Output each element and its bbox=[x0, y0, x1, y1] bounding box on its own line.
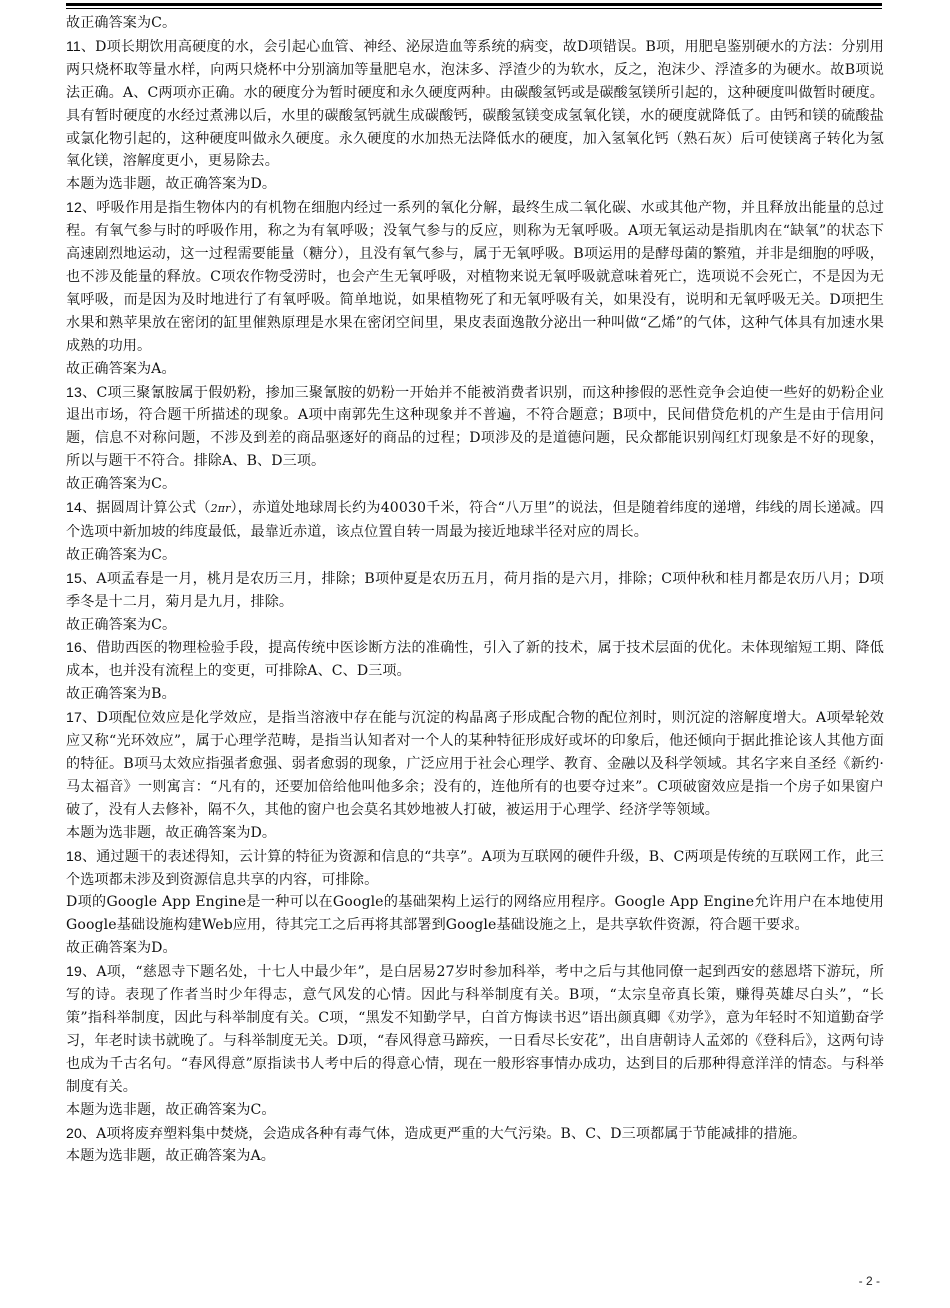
question-16-explanation: 16、借助西医的物理检验手段，提高传统中医诊断方法的准确性，引入了新的技术，属于技术层面的优化。未体现缩短工期、降低成本，也并没有流程上的变更，可排除A、C、D三项。 bbox=[66, 639, 884, 680]
circumference-formula: 2πr bbox=[210, 502, 231, 516]
question-18-continuation: D项的Google App Engine是一种可以在Google的基础架构上运行的网络应用程序。Google App Engine允许用户在本地使用Google基础设施构建Web应用，待其完工之后再将其部署到Google基础设施之上，是共享软件资源，符合题干要求。 bbox=[66, 894, 884, 934]
answer-line: 本题为选非题，故正确答案为A。 bbox=[66, 1148, 275, 1165]
answer-line: 故正确答案为C。 bbox=[66, 616, 177, 633]
question-number: 12 bbox=[66, 199, 82, 216]
answer-line: 故正确答案为C。 bbox=[66, 15, 177, 31]
question-18-explanation: 18、通过题干的表述得知，云计算的特征为资源和信息的“共享”。A项为互联网的硬件升级，B、C两项是传统的互联网工作，此三个选项都未涉及到资源信息共享的内容，可排除。 bbox=[66, 847, 884, 888]
question-number: 14 bbox=[66, 499, 82, 516]
question-number: 15 bbox=[66, 569, 82, 586]
answer-line: 故正确答案为C。 bbox=[66, 476, 177, 493]
question-number: 19 bbox=[66, 963, 82, 980]
question-12-explanation: 12、呼吸作用是指生物体内的有机物在细胞内经过一系列的氧化分解，最终生成二氧化碳、水或其他产物，并且释放出能量的总过程。有氧气参与时的呼吸作用，称之为有氧呼吸；没氧气参与的反应，则称为无氧呼吸。A项无氧运动是指肌肉在“缺氧”的状态下高速剧烈地运动，这一过程需要能量（糖分），且没有氧气参与，属于无氧呼吸。B项运用的是酵母菌的繁殖，并非是细胞的呼吸，也不涉及能量的释放。C项农作物受涝时，也会产生无氧呼吸，对植物来说无氧呼吸就意味着死亡，选项说不会死亡，不是因为无氧呼吸，而是因为及时地进行了有氧呼吸。简单地说，如果植物死了和无氧呼吸有关，如果没有，说明和无氧呼吸无关。D项把生水果和熟苹果放在密闭的缸里催熟原理是水果在密闭空间里，果皮表面逸散分泌出一种叫做“乙烯”的气体，这种气体具有加速水果成熟的功用。 bbox=[66, 199, 884, 354]
answer-line: 故正确答案为C。 bbox=[66, 546, 177, 563]
question-11-explanation: 11、D项长期饮用高硬度的水，会引起心血管、神经、泌尿造血等系统的病变，故D项错误。B项，用肥皂鉴别硬水的方法：分别用两只烧杯取等量水样，向两只烧杯中分别滴加等量肥皂水，泡沫多、浮渣少的为软水，反之，泡沫少、浮渣多的为硬水。故B项说法正确。A、C两项亦正确。水的硬度分为暂时硬度和永久硬度两种。由碳酸氢钙或是碳酸氢镁所引起的，这种硬度叫做暂时硬度。具有暂时硬度的水经过煮沸以后，水里的碳酸氢钙就生成碳酸钙，碳酸氢镁变成氢氧化镁，水的硬度就降低了。由钙和镁的硫酸盐或氯化物引起的，这种硬度叫做永久硬度。永久硬度的水加热无法降低水的硬度，加入氢氧化钙（熟石灰）后可使镁离子转化为氢氧化镁，溶解度更小，更易除去。 bbox=[66, 37, 884, 170]
question-number: 13 bbox=[66, 383, 82, 400]
answer-line: 本题为选非题，故正确答案为C。 bbox=[66, 1101, 276, 1118]
question-number: 20 bbox=[66, 1124, 82, 1141]
question-13-explanation: 13、C项三聚氰胺属于假奶粉，掺加三聚氰胺的奶粉一开始并不能被消费者识别，而这种掺假的恶性竞争会迫使一些好的奶粉企业退出市场，符合题干所描述的现象。A项中南郭先生这种现象并不普遍，不符合题意；B项中，民间借贷危机的产生是由于信用问题，信息不对称问题，不涉及到差的商品驱逐好的商品的过程；D项涉及的是道德问题，民众都能识别闯红灯现象是不好的现象，所以与题干不符合。排除A、B、D三项。 bbox=[66, 383, 884, 470]
question-number: 16 bbox=[66, 639, 82, 656]
answer-line: 故正确答案为D。 bbox=[66, 940, 177, 957]
header-rule-thick bbox=[66, 3, 882, 6]
header-rule-thin bbox=[66, 8, 882, 9]
page-number: - 2 - bbox=[858, 1274, 880, 1288]
answer-line: 本题为选非题，故正确答案为D。 bbox=[66, 176, 277, 193]
question-20-explanation: 20、A项将废弃塑料集中焚烧，会造成各种有毒气体，造成更严重的大气污染。B、C、D三项都属于节能减排的措施。 bbox=[66, 1124, 807, 1142]
answer-line: 本题为选非题，故正确答案为D。 bbox=[66, 824, 277, 841]
answer-line: 故正确答案为B。 bbox=[66, 686, 176, 703]
answer-explanations bbox=[66, 12, 884, 1168]
question-19-explanation: 19、A项，“慈恩寺下题名处，十七人中最少年”，是白居易27岁时参加科举，考中之后与其他同僚一起到西安的慈恩塔下游玩，所写的诗。表现了作者当时少年得志，意气风发的心情。因此与科举制度有关。B项，“太宗皇帝真长策，赚得英雄尽白头”，“长策”指科举制度，因此与科举制度有关。C项，“黑发不知勤学早，白首方悔读书迟”语出颜真卿《劝学》，意为年轻时不知道勤奋学习，年老时读书就晚了。与科举制度无关。D项，“春风得意马蹄疾，一日看尽长安花”，出自唐朝诗人孟郊的《登科后》，这两句诗也成为千古名句。“春风得意”原指读书人考中后的得意心情，现在一般形容事情办成功，达到目的后那种得意洋洋的情态。与科举制度有关。 bbox=[66, 963, 884, 1095]
question-17-explanation: 17、D项配位效应是化学效应，是指当溶液中存在能与沉淀的构晶离子形成配合物的配位剂时，则沉淀的溶解度增大。A项晕轮效应又称“光环效应”，属于心理学范畴，是指当认知者对一个人的某种特征形成好或坏的印象后，他还倾向于据此推论该人其他方面的特征。B项马太效应指强者愈强、弱者愈弱的现象，广泛应用于社会心理学、教育、金融以及科学领域。其名字来自圣经《新约·马太福音》一则寓言：“凡有的，还要加倍给他叫他多余；没有的，连他所有的也要夺过来”。C项破窗效应是指一个房子如果窗户破了，没有人去修补，隔不久，其他的窗户也会莫名其妙地被人打破，被运用于心理学、经济学等领域。 bbox=[66, 709, 884, 818]
question-number: 18 bbox=[66, 847, 82, 864]
question-14-explanation: 14、据圆周计算公式（2πr），赤道处地球周长约为40030千米，符合“八万里”的说法，但是随着纬度的递增，纬线的周长递减。四个选项中新加坡的纬度最低，最靠近赤道，该点位置自转一周最为接近地球半径对应的周长。 bbox=[66, 499, 884, 540]
question-number: 17 bbox=[66, 709, 82, 726]
question-15-explanation: 15、A项孟春是一月，桃月是农历三月，排除；B项仲夏是农历五月，荷月指的是六月，排除；C项仲秋和桂月都是农历八月；D项季冬是十二月，菊月是九月，排除。 bbox=[66, 569, 884, 610]
answer-line: 故正确答案为A。 bbox=[66, 360, 176, 377]
question-number: 11 bbox=[66, 37, 81, 54]
